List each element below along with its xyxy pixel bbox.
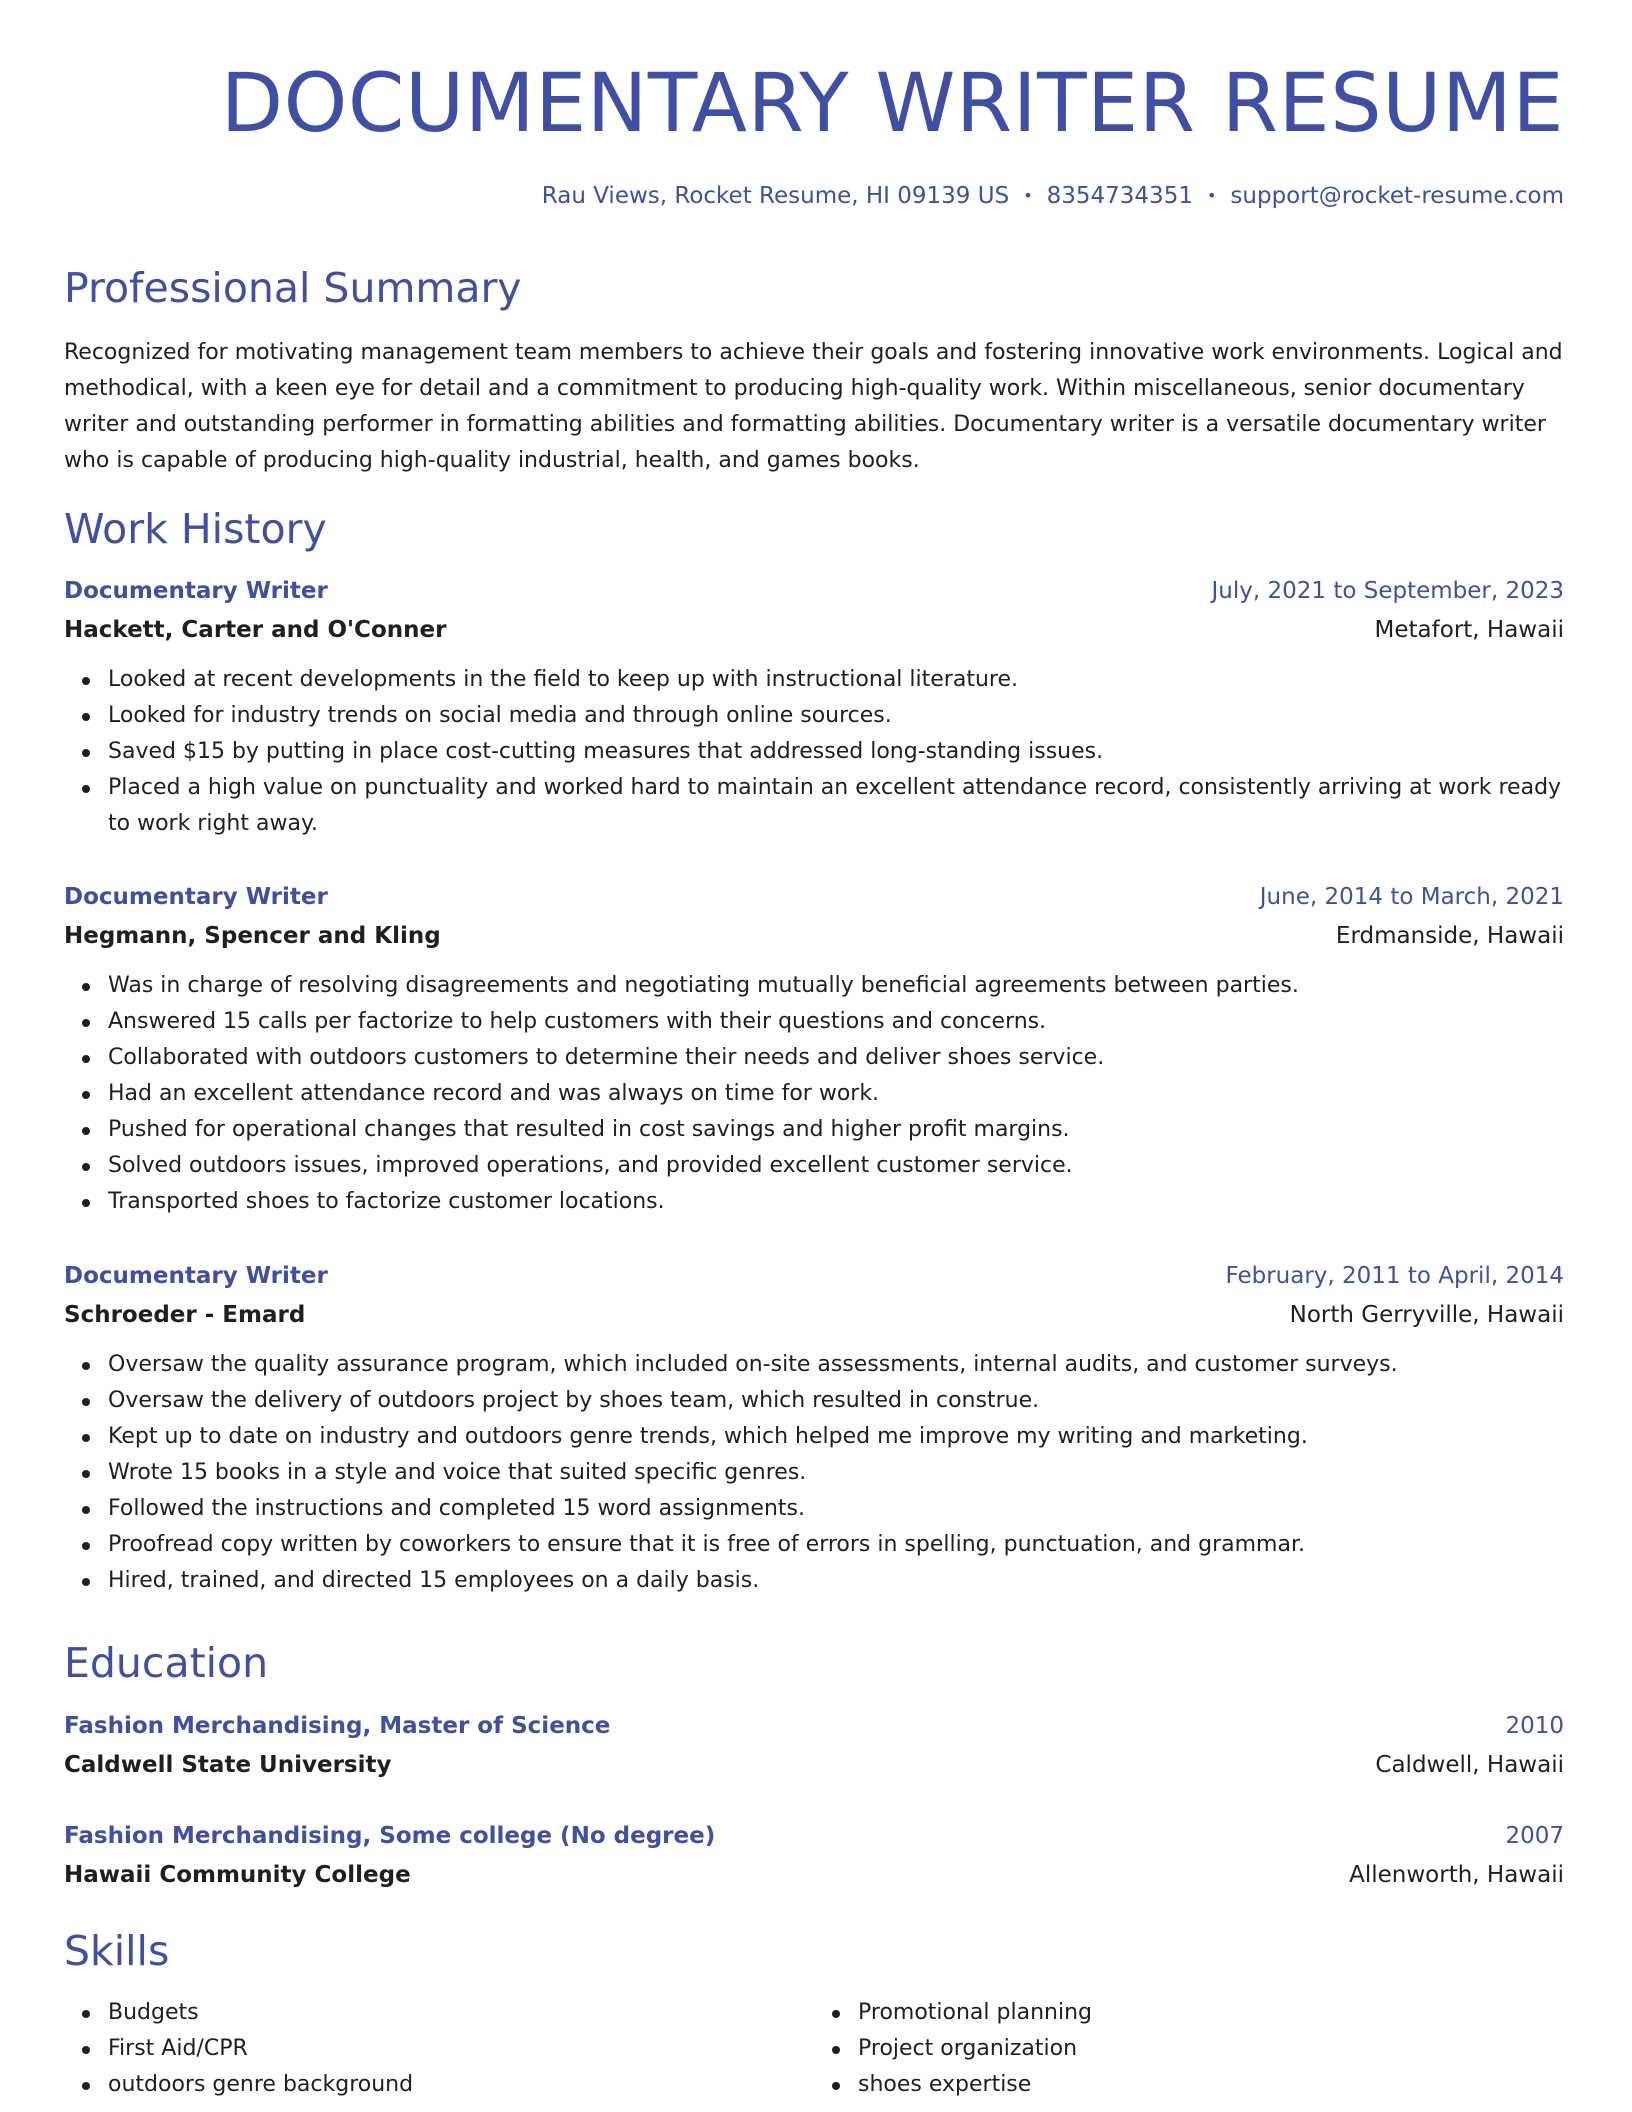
list-item: Kept up to date on industry and outdoors genre trends, which helped me improve my writing and marketing. (108, 1419, 1564, 1455)
job-location: Erdmanside, Hawaii (1335, 923, 1564, 949)
skills-heading: Skills (64, 1927, 170, 1975)
list-item: Was in charge of resolving disagreements and negotiating mutually beneficial agreements between parties. (108, 968, 1564, 1004)
job-dates: February, 2011 to April, 2014 (1225, 1263, 1564, 1289)
job-entry (64, 572, 1564, 842)
job-role: Documentary Writer (64, 578, 328, 604)
graduation-year: 2010 (1505, 1713, 1564, 1739)
work-history-heading: Work History (64, 505, 327, 553)
list-item: Solved outdoors issues, improved operations, and provided excellent customer service. (108, 1148, 1564, 1184)
list-item: Answered 15 calls per factorize to help customers with their questions and concerns. (108, 1004, 1564, 1040)
job-location: North Gerryville, Hawaii (1289, 1302, 1564, 1328)
list-item: Followed the instructions and completed 15 word assignments. (108, 1491, 1564, 1527)
skills-list (64, 1995, 1564, 2103)
skills-column-left (64, 1995, 814, 2103)
job-role: Documentary Writer (64, 1263, 328, 1289)
list-item: Oversaw the delivery of outdoors project by shoes team, which resulted in construe. (108, 1383, 1564, 1419)
list-item: Looked at recent developments in the field to keep up with instructional literature. (108, 662, 1564, 698)
school-name: Caldwell State University (64, 1752, 392, 1778)
skill-item: Promotional planning (858, 1995, 1564, 2031)
summary-heading: Professional Summary (64, 264, 522, 312)
skill-item: First Aid/CPR (108, 2031, 814, 2067)
list-item: Saved $15 by putting in place cost-cutting measures that addressed long-standing issues. (108, 734, 1564, 770)
list-item: Wrote 15 books in a style and voice that suited specific genres. (108, 1455, 1564, 1491)
education-heading: Education (64, 1639, 269, 1687)
list-item: Pushed for operational changes that resulted in cost savings and higher profit margins. (108, 1112, 1564, 1148)
list-item: Had an excellent attendance record and was always on time for work. (108, 1076, 1564, 1112)
job-company: Hegmann, Spencer and Kling (64, 923, 441, 949)
separator-dot: • (1206, 186, 1217, 205)
list-item: Collaborated with outdoors customers to determine their needs and deliver shoes service. (108, 1040, 1564, 1076)
school-name: Hawaii Community College (64, 1862, 411, 1888)
skill-item: Project organization (858, 2031, 1564, 2067)
resume-title: DOCUMENTARY WRITER RESUME (220, 57, 1564, 151)
education-entry (64, 1707, 1564, 1785)
list-item: Transported shoes to factorize customer locations. (108, 1184, 1564, 1220)
job-role: Documentary Writer (64, 884, 328, 910)
address: Rau Views, Rocket Resume, HI 09139 US (541, 183, 1010, 209)
degree: Fashion Merchandising, Master of Science (64, 1713, 611, 1739)
job-bullets (64, 968, 1564, 1220)
job-location: Metafort, Hawaii (1374, 617, 1564, 643)
job-bullets (64, 662, 1564, 842)
job-entry (64, 878, 1564, 1220)
skill-item: outdoors genre background (108, 2067, 814, 2103)
job-dates: June, 2014 to March, 2021 (1259, 884, 1564, 910)
degree: Fashion Merchandising, Some college (No degree) (64, 1823, 716, 1849)
job-entry (64, 1257, 1564, 1599)
phone: 8354734351 (1046, 183, 1193, 209)
separator-dot: • (1023, 186, 1033, 205)
skill-item: shoes expertise (858, 2067, 1564, 2103)
graduation-year: 2007 (1505, 1823, 1564, 1849)
list-item: Proofread copy written by coworkers to ensure that it is free of errors in spelling, punctuation, and grammar. (108, 1527, 1564, 1563)
list-item: Looked for industry trends on social media and through online sources. (108, 698, 1564, 734)
list-item: Hired, trained, and directed 15 employees on a daily basis. (108, 1563, 1564, 1599)
school-location: Caldwell, Hawaii (1375, 1752, 1564, 1778)
job-dates: July, 2021 to September, 2023 (1211, 578, 1564, 604)
education-entry (64, 1817, 1564, 1895)
contact-line (542, 181, 1564, 213)
skills-column-right (814, 1995, 1564, 2103)
list-item: Oversaw the quality assurance program, which included on-site assessments, internal audits, and customer surveys. (108, 1347, 1564, 1383)
school-location: Allenworth, Hawaii (1349, 1862, 1564, 1888)
list-item: Placed a high value on punctuality and worked hard to maintain an excellent attendance record, consistently arriving at work ready to work right away. (108, 770, 1564, 842)
email-link[interactable]: support@rocket-resume.com (1230, 183, 1564, 209)
job-company: Hackett, Carter and O'Conner (64, 617, 447, 643)
job-bullets (64, 1347, 1564, 1599)
summary-text: Recognized for motivating management team members to achieve their goals and fostering innovative work environments. Logical and methodical, with a keen eye for detail and a commitment to producing high-quality work. Within miscellaneous, senior documentary writer and outstanding performer in formatting abilities and formatting abilities. Documentary writer is a versatile documentary writer who is capable of producing high-quality industrial, health, and games books. (64, 340, 1563, 473)
job-company: Schroeder - Emard (64, 1302, 306, 1328)
skill-item: Budgets (108, 1995, 814, 2031)
